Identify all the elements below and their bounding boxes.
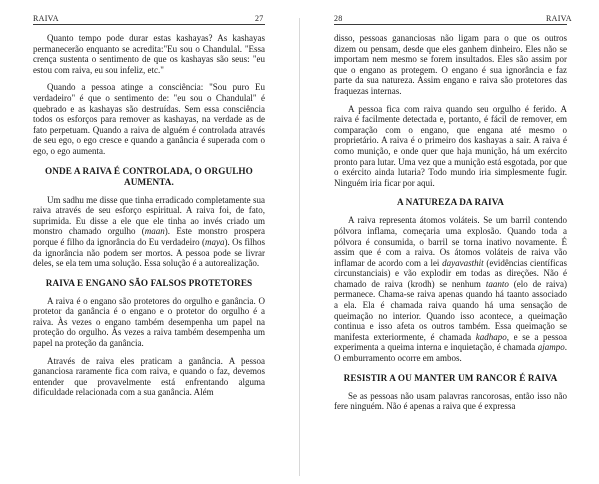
italic-term: dayavasthit [442,257,484,268]
header-rule [334,24,567,25]
page-number: 28 [334,14,343,23]
paragraph: Quando a pessoa atinge a consciência: "Sou puro Eu verdadeiro" é que o sentimento de: "eu sou o Chandulal" é quebrado e as kashayas são destruídas. Sem essa consciência todos os esforços para remover as kashayas, na verdade as de fato perpetuam. Quando a raiva de alguém é controlada através de seu ego, o ego cresce e quando a ganância é superada com o ego, o ego aumenta. [33,82,265,156]
paragraph: Através de raiva eles praticam a ganância. A pessoa gananciosa raramente fica com raiva, e quando o faz, devemos entender que provavelmente está enfrentando alguma dificuldade relacionada com a sua ganância. Além [33,355,265,398]
page-body [334,33,567,412]
running-header-title: RAIVA [33,14,59,23]
italic-term: maya [204,236,225,247]
paragraph: A raiva representa átomos voláteis. Se um barril contendo pólvora inflama, começaria uma explosão. Quando toda a pólvora é consumida, o barril se torna inativo novamente. É assim que é com a raiva. Os átomos voláteis de raiva vão inflamar de acordo com a lei dayavasthit (evidências científicas circunstanciais) e vão explodir em todas as direções. Não é chamado de raiva (krodh) se nenhum taanto (elo de raiva) permanece. Chama-se raiva apenas quando há taanto associado a ela. Ela é chamada raiva quando há uma sensação de queimação no interior. Quando isso acontece, a queimação continua e isso afeta os outros também. Essa queimação se manifesta exteriormente, é chamada kadhapo, e se a pessoa experimenta a queima interna e inquietação, é chamada ajampo. O emburramento ocorre em ambos. [334,215,568,364]
italic-term: taanto [485,278,509,289]
section-heading: RESISTIR A OU MANTER UM RANCOR É RAIVA [343,372,558,383]
paragraph: disso, pessoas gananciosas não ligam para o que os outros dizem ou pensam, desde que eles ganhem dinheiro. Eles não se importam nem mesmo se forem insultados. Eles são assim por que o engano as protegem. O engano é sua ignorância e faz parte da sua natureza. Assim engano e raiva são protetores das fraquezas internas. [334,33,567,96]
paragraph: Um sadhu me disse que tinha erradicado completamente sua raiva através de seu esforço espiritual. A raiva foi, de fato, suprimida. Eu disse a ele que ele tinha ao invés criado um monstro chamado orgulho (maan). Este monstro prospera porque é filho da ignorância do Eu verdadeiro (maya). Os filhos da ignorância não podem ser mortos. A pessoa pode se livrar deles, se ela tem uma solução. Essa solução é a autorealização. [33,194,265,269]
paragraph: Quanto tempo pode durar estas kashayas? As kashayas permanecerão enquanto se acredita:"Eu sou o Chandulal. "Essa crença sustenta o sentimento de que os kashayas são seus: "eu estou com raiva, eu sou infeliz, etc." [33,33,265,75]
section-heading: RAIVA E ENGANO SÃO FALSOS PROTETORES [45,277,253,288]
header-rule [33,24,265,25]
running-header-title: RAIVA [546,14,572,23]
page-number: 27 [255,14,264,23]
paragraph: A raiva é o engano são protetores do orgulho e ganância. O protetor da ganância é o engano e o protetor do orgulho é a raiva. Às vezes o engano também desempenha um papel na proteção do orgulho. Às vezes a raiva também desempenha um papel na proteção da ganância. [33,295,265,349]
right-page [300,0,599,484]
paragraph: Se as pessoas não usam palavras rancorosas, então isso não fere ninguém. Não é apenas a raiva que é expressa [334,390,567,412]
section-heading: ONDE A RAIVA É CONTROLADA, O ORGULHO AUMENTA. [45,165,253,187]
section-heading: A NATUREZA DA RAIVA [397,197,504,208]
italic-term: kadhapo [475,331,507,342]
paragraph: A pessoa fica com raiva quando seu orgulho é ferido. A raiva é facilmente detectada e, portanto, é fácil de remover, em comparação com o engano, que engana até mesmo o proprietário. A raiva é o primeiro dos kashayas a sair. A raiva é como munição, e onde quer que haja munição, há um exército pronto para lutar. Uma vez que a munição está esgotada, por que o exército ainda lutaria? Todo mundo iria simplesmente fugir. Ninguém iria ficar por aqui. [334,103,567,188]
page-body [33,33,265,398]
italic-term: maan [144,226,165,237]
italic-term: ajampo [537,342,565,353]
